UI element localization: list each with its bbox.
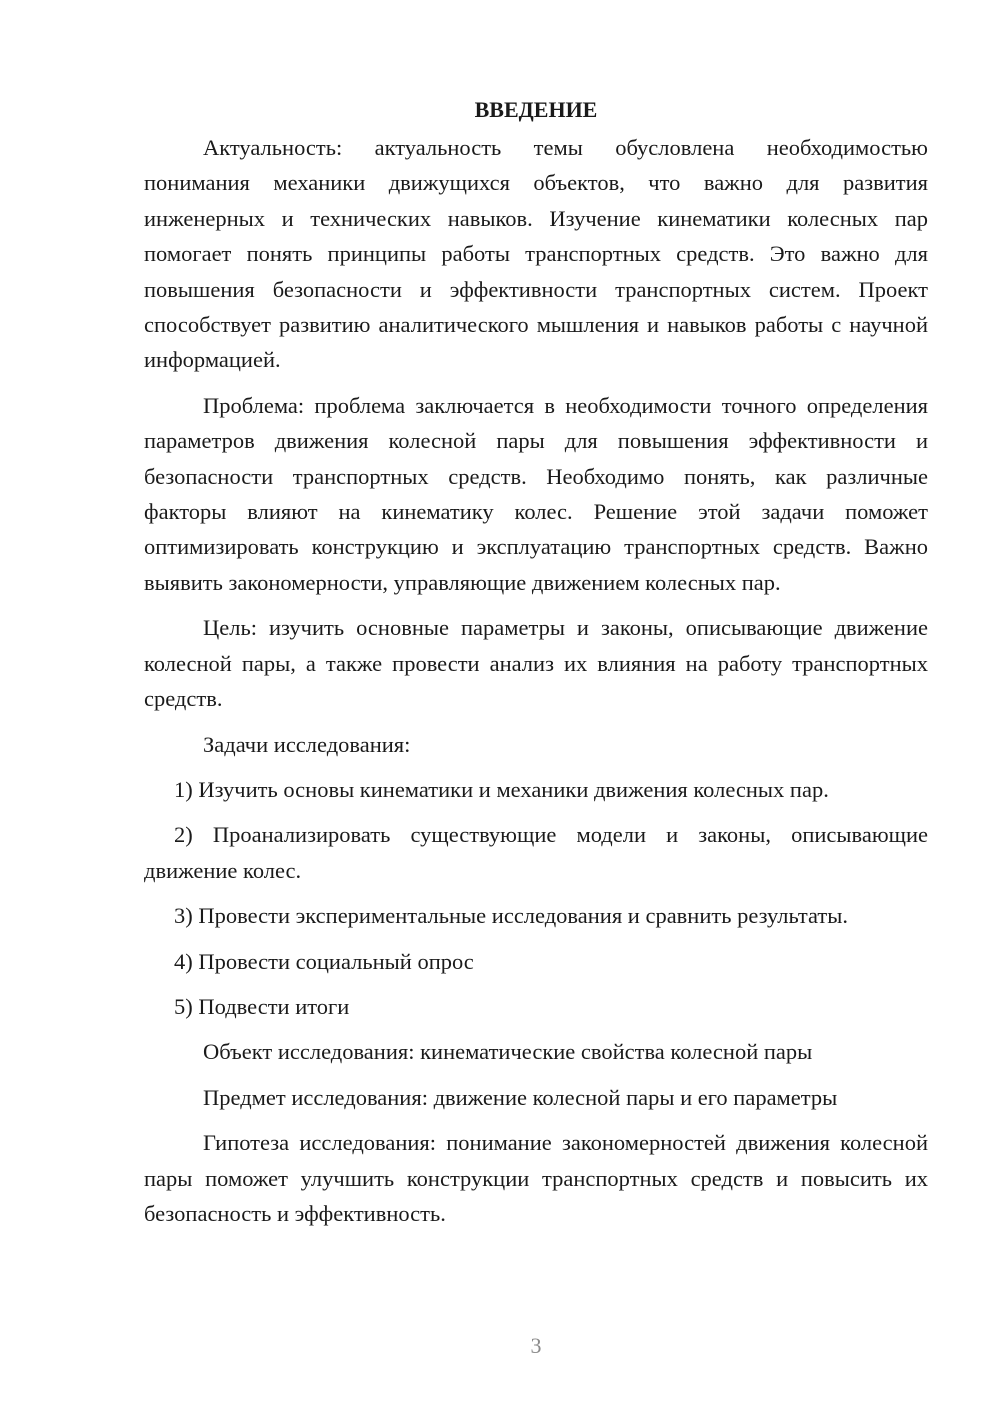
task-item-3: 3) Провести экспериментальные исследования и сравнить результаты. <box>174 903 849 929</box>
tasks-heading: Задачи исследования: <box>203 731 411 757</box>
task-item-2: 2) Проанализировать существующие модели и законы, описывающие движение колес. <box>144 822 928 883</box>
task-item-5: 5) Подвести итоги <box>174 993 350 1019</box>
paragraph-subject: Предмет исследования: движение колесной пары и его параметры <box>203 1084 838 1110</box>
page-number: 3 <box>530 1333 542 1358</box>
task-item-1: 1) Изучить основы кинематики и механики движения колесных пар. <box>174 776 829 802</box>
paragraph-goal: Цель: изучить основные параметры и законы, описывающие движение колесной пары, а также провести анализ их влияния на работу транспортных средств. <box>144 615 928 712</box>
paragraph-problem: Проблема: проблема заключается в необходимости точного определения параметров движения колесной пары для повышения эффективности и безопасности транспортных средств. Необходимо понять, как различные факторы влияют на кинематику колес. Решение этой задачи поможет оптимизировать конструкцию и эксплуатацию транспортных средств. Важно выявить закономерности, управляющие движением колесных пар. <box>144 392 928 595</box>
paragraph-hypothesis: Гипотеза исследования: понимание закономерностей движения колесной пары поможет улучшить конструкции транспортных средств и повысить их безопасность и эффективность. <box>144 1130 928 1226</box>
page-title: ВВЕДЕНИЕ <box>474 97 598 122</box>
paragraph-relevance: Актуальность: актуальность темы обусловлена необходимостью понимания механики движущихся объектов, что важно для развития инженерных и технических навыков. Изучение кинематики колесных пар помогает понять принципы работы транспортных средств. Это важно для повышения безопасности и эффективности транспортных систем. Проект способствует развитию аналитического мышления и навыков работы с научной информацией. <box>144 135 928 373</box>
document-page <box>144 92 928 1241</box>
paragraph-object: Объект исследования: кинематические свойства колесной пары <box>203 1039 813 1065</box>
task-item-4: 4) Провести социальный опрос <box>174 948 474 974</box>
